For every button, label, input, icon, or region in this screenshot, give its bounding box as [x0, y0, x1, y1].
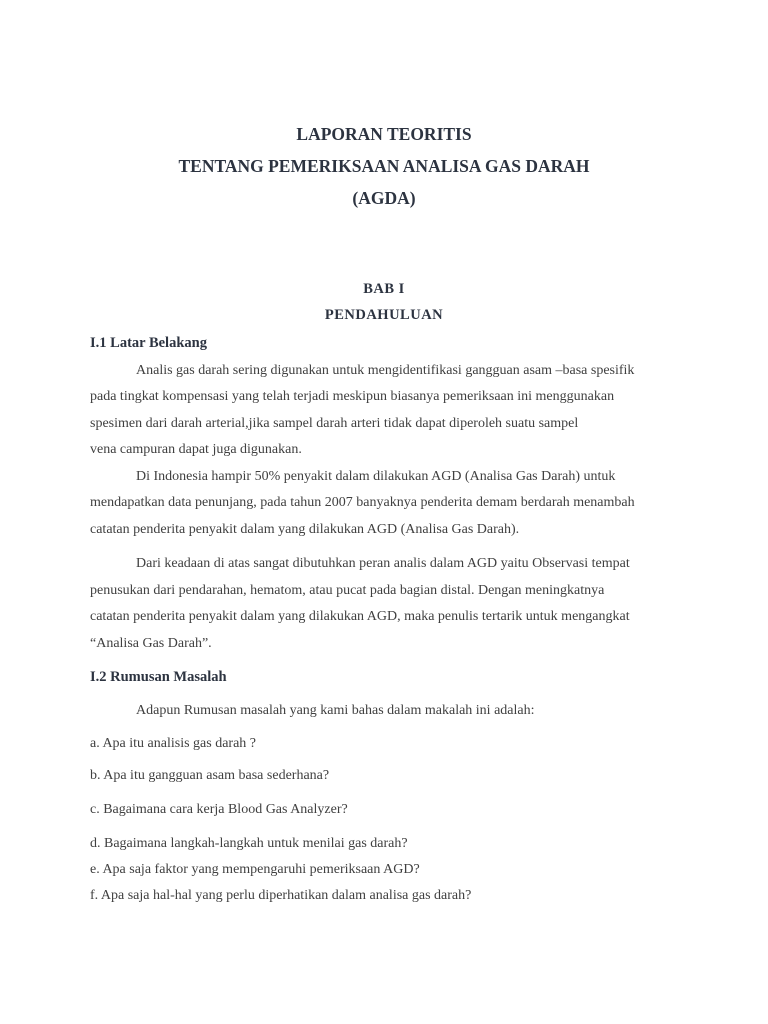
- document-title-line-2: TENTANG PEMERIKSAAN ANALISA GAS DARAH: [178, 156, 590, 176]
- paragraph-line: Di Indonesia hampir 50% penyakit dalam dilakukan AGD (Analisa Gas Darah) untuk: [136, 469, 616, 484]
- list-item: c. Bagaimana cara kerja Blood Gas Analyzer?: [90, 802, 348, 817]
- paragraph-line: Analis gas darah sering digunakan untuk mengidentifikasi gangguan asam –basa spesifik: [136, 363, 635, 378]
- document-title-line-3: (AGDA): [352, 188, 416, 208]
- list-item: a. Apa itu analisis gas darah ?: [90, 736, 257, 751]
- paragraph-line: spesimen dari darah arterial,jika sampel darah arteri tidak dapat diperoleh suatu sampel: [90, 416, 579, 431]
- rumusan-intro: Adapun Rumusan masalah yang kami bahas dalam makalah ini adalah:: [136, 703, 535, 718]
- document-title-line-1: LAPORAN TEORITIS: [296, 124, 472, 144]
- paragraph-line: pada tingkat kompensasi yang telah terjadi meskipun biasanya pemeriksaan ini menggunakan: [90, 389, 615, 404]
- paragraph-line: vena campuran dapat juga digunakan.: [90, 442, 302, 457]
- paragraph-line: “Analisa Gas Darah”.: [90, 636, 212, 651]
- section-heading-rumusan-masalah: I.2 Rumusan Masalah: [90, 669, 227, 685]
- paragraph-line: mendapatkan data penunjang, pada tahun 2007 banyaknya penderita demam berdarah menambah: [90, 495, 635, 510]
- paragraph-line: catatan penderita penyakit dalam yang dilakukan AGD (Analisa Gas Darah).: [90, 522, 520, 537]
- list-item: e. Apa saja faktor yang mempengaruhi pemeriksaan AGD?: [90, 862, 420, 877]
- section-heading-latar-belakang: I.1 Latar Belakang: [90, 335, 207, 351]
- chapter-name: PENDAHULUAN: [324, 307, 444, 323]
- list-item: f. Apa saja hal-hal yang perlu diperhatikan dalam analisa gas darah?: [90, 888, 472, 903]
- chapter-number: BAB I: [363, 281, 405, 297]
- list-item: b. Apa itu gangguan asam basa sederhana?: [90, 768, 330, 783]
- paragraph-line: catatan penderita penyakit dalam yang dilakukan AGD, maka penulis tertarik untuk mengangkat: [90, 609, 630, 624]
- list-item: d. Bagaimana langkah-langkah untuk menilai gas darah?: [90, 836, 408, 851]
- paragraph-line: Dari keadaan di atas sangat dibutuhkan peran analis dalam AGD yaitu Observasi tempat: [136, 556, 630, 571]
- paragraph-line: penusukan dari pendarahan, hematom, atau pucat pada bagian distal. Dengan meningkatnya: [90, 583, 605, 598]
